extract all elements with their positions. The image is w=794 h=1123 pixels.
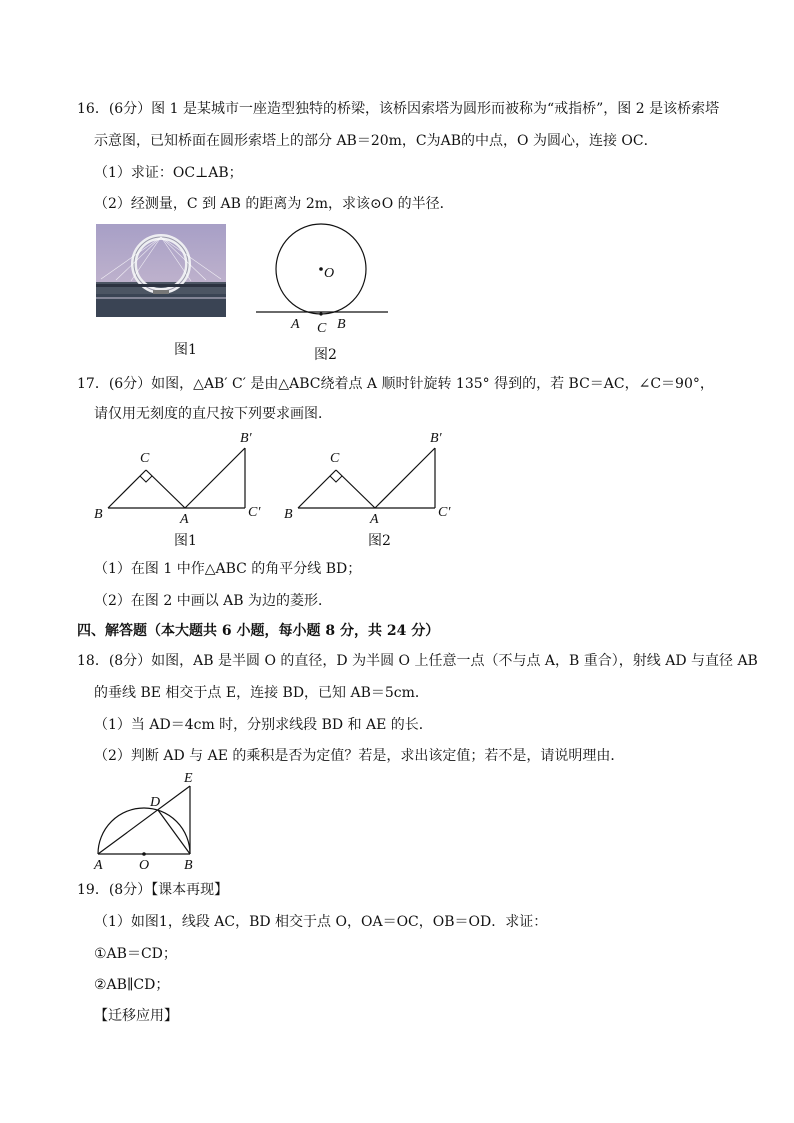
label-b: B (337, 317, 346, 332)
q16-sub1: （1）求证：OC⊥AB； (94, 165, 243, 181)
q17-figure-2 (280, 428, 460, 528)
q16-circle-diagram (254, 222, 390, 336)
q16-stem-line1: 16．(6分）图 1 是某城市一座造型独特的桥梁，该桥因索塔为圆形而被称为“戒指桥”，图 2 是该桥索塔 (77, 101, 720, 117)
q19-heading-transfer: 【迁移应用】 (94, 1008, 178, 1024)
label-a: A (370, 512, 379, 527)
label-a: A (291, 317, 300, 332)
q17-stem-line1: 17．(6分）如图，△AB′ C′ 是由△ABC绕着点 A 顺时针旋转 135° 得到的，若 BC＝AC，∠C＝90°， (77, 376, 714, 392)
bridge-photo (96, 224, 226, 317)
label-a: A (94, 858, 103, 873)
q19-sub1: （1）如图1，线段 AC，BD 相交于点 O，OA＝OC，OB＝OD．求证： (94, 914, 548, 930)
label-e: E (184, 771, 193, 786)
q17-fig2-caption: 图2 (368, 533, 391, 549)
label-b-prime: B′ (240, 431, 252, 446)
label-b: B (284, 507, 293, 522)
label-a: A (180, 512, 189, 527)
q16-stem-line2: 示意图，已知桥面在圆形索塔上的部分 AB＝20m，C为AB的中点，O 为圆心，连接 OC． (94, 133, 658, 149)
label-c: C (330, 451, 340, 466)
q19-item1: ①AB＝CD； (94, 946, 177, 962)
label-b: B (184, 858, 193, 873)
label-b: B (94, 507, 103, 522)
q17-figure-1 (90, 428, 270, 528)
label-b-prime: B′ (430, 431, 442, 446)
label-c: C (140, 451, 150, 466)
q18-semicircle-diagram (88, 768, 208, 874)
q17-fig1-caption: 图1 (174, 533, 197, 549)
q19-item2: ②AB∥CD； (94, 977, 170, 993)
label-c: C (317, 321, 327, 336)
q19-stem-line1: 19．(8分）【课本再现】 (77, 882, 229, 898)
label-o: O (324, 266, 335, 281)
q17-stem-line2: 请仅用无刻度的直尺按下列要求画图． (94, 406, 332, 422)
q18-stem-line1: 18．(8分）如图，AB 是半圆 O 的直径，D 为半圆 O 上任意一点（不与点 A，B 重合），射线 AD 与直径 AB (77, 653, 758, 669)
q18-stem-line2: 的垂线 BE 相交于点 E，连接 BD，已知 AB＝5cm． (94, 685, 429, 701)
q17-sub1: （1）在图 1 中作△ABC 的角平分线 BD； (94, 561, 362, 577)
label-d: D (150, 795, 161, 810)
label-o: O (139, 858, 150, 873)
q16-fig2-caption: 图2 (314, 347, 337, 363)
label-c-prime: C′ (438, 505, 451, 520)
q16-sub2: （2）经测量，C 到 AB 的距离为 2m，求该⊙O 的半径． (94, 196, 454, 212)
q18-sub1: （1）当 AD＝4cm 时，分别求线段 BD 和 AE 的长． (94, 717, 433, 733)
q16-fig1-caption: 图1 (174, 342, 197, 358)
q18-sub2: （2）判断 AD 与 AE 的乘积是否为定值？若是，求出该定值；若不是，请说明理由． (94, 748, 625, 764)
label-c-prime: C′ (248, 505, 261, 520)
q17-sub2: （2）在图 2 中画以 AB 为边的菱形． (94, 593, 333, 609)
section-4-title: 四、解答题（本大题共 6 小题，每小题 8 分，共 24 分） (77, 623, 440, 639)
